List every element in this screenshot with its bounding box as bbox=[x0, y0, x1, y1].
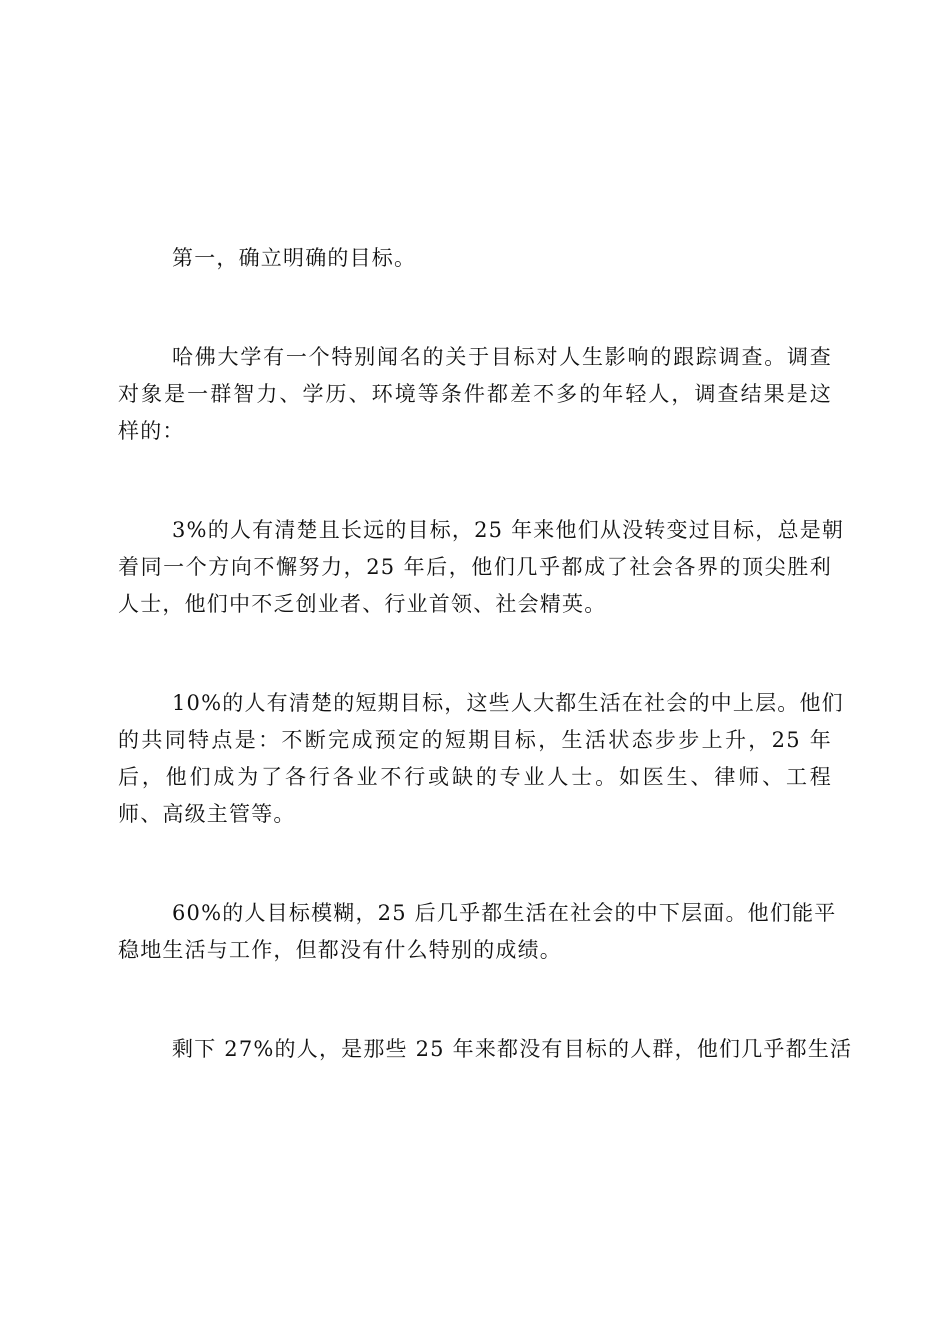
paragraph-line: 60%的人目标模糊，25 后几乎都生活在社会的中下层面。他们能平 bbox=[172, 901, 837, 925]
paragraph-line: 样的： bbox=[118, 419, 185, 443]
section-heading: 第一，确立明确的目标。 bbox=[172, 246, 417, 270]
paragraph-line: 3%的人有清楚且长远的目标，25 年来他们从没转变过目标，总是朝 bbox=[172, 518, 845, 542]
paragraph-line: 稳地生活与工作，但都没有什么特别的成绩。 bbox=[118, 938, 562, 962]
paragraph-line: 后，他们成为了各行各业不行或缺的专业人士。如医生、律师、工程 bbox=[118, 765, 832, 789]
paragraph-line: 哈佛大学有一个特别闻名的关于目标对人生影响的跟踪调查。调查 bbox=[172, 345, 832, 369]
paragraph-line: 剩下 27%的人，是那些 25 年来都没有目标的人群，他们几乎都生活 bbox=[172, 1037, 853, 1061]
paragraph-line: 10%的人有清楚的短期目标，这些人大都生活在社会的中上层。他们 bbox=[172, 691, 844, 715]
paragraph-line: 着同一个方向不懈努力，25 年后，他们几乎都成了社会各界的顶尖胜利 bbox=[118, 555, 832, 579]
paragraph-line: 的共同特点是：不断完成预定的短期目标，生活状态步步上升，25 年 bbox=[118, 728, 832, 752]
paragraph-line: 师、高级主管等。 bbox=[118, 802, 296, 826]
paragraph-line: 人士，他们中不乏创业者、行业首领、社会精英。 bbox=[118, 592, 607, 616]
paragraph-line: 对象是一群智力、学历、环境等条件都差不多的年轻人，调查结果是这 bbox=[118, 382, 832, 406]
